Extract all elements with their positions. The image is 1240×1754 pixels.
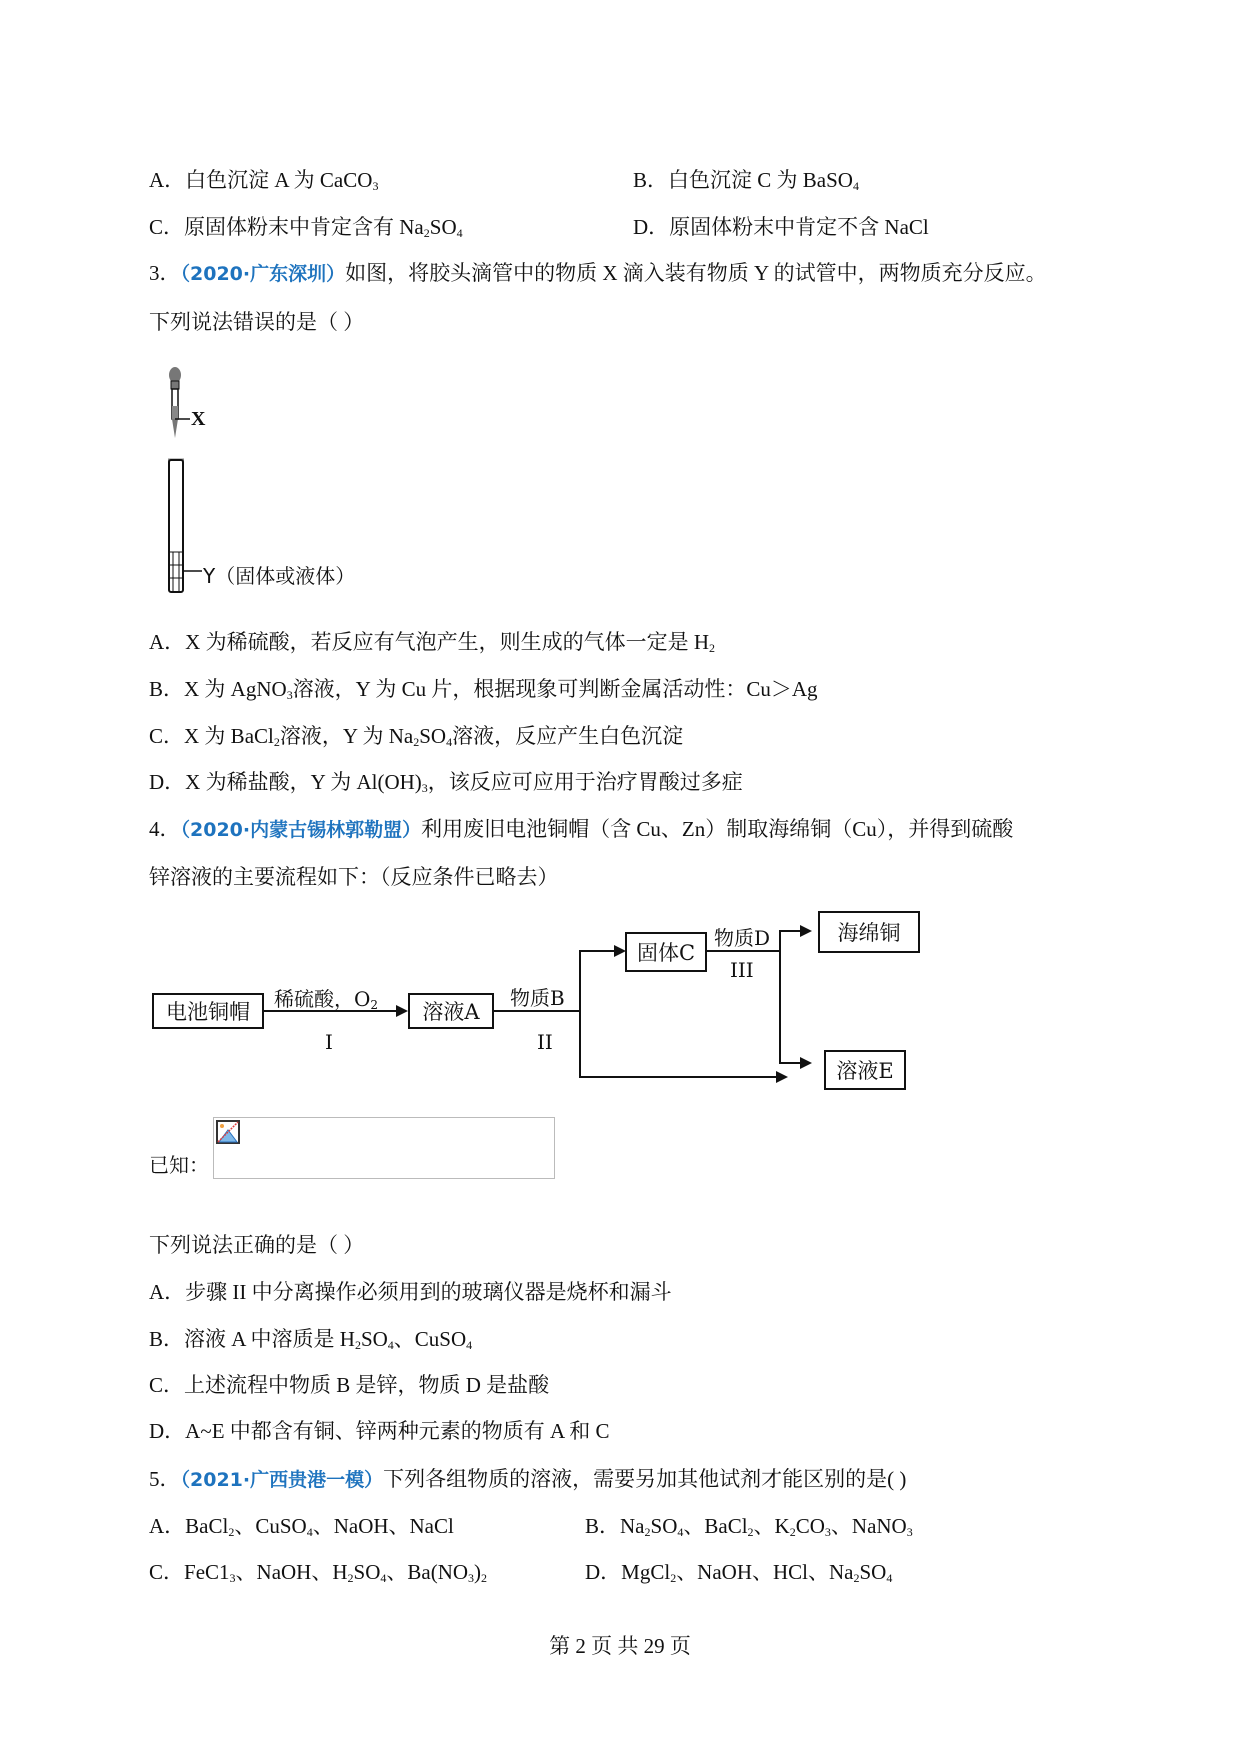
option-text: X 为 AgNO	[184, 677, 287, 701]
known-image-placeholder	[213, 1117, 555, 1179]
option-letter: A．	[149, 630, 186, 654]
formula-text: CO	[795, 1514, 825, 1538]
subscript: 2	[347, 1571, 354, 1585]
formula-text: SO	[859, 1560, 887, 1584]
arrow-head-icon	[800, 1057, 812, 1069]
option-text: SO	[419, 724, 447, 748]
box-sponge-copper	[818, 911, 920, 953]
formula-text: )	[474, 1560, 482, 1584]
question-source: （2021·广西贵港一模）	[180, 1469, 384, 1491]
question-number: 3．	[149, 261, 181, 285]
q4-question: 下列说法正确的是（ ）	[149, 1233, 365, 1257]
step2-reagent: 物质B	[510, 986, 565, 1010]
subscript: 4	[852, 179, 859, 193]
question-stem: 锌溶液的主要流程如下：（反应条件已略去）	[149, 865, 559, 889]
subscript: 2	[228, 1525, 235, 1539]
step3-label: III	[730, 958, 754, 982]
option-letter: D．	[633, 215, 670, 239]
arrow-line	[579, 1076, 779, 1078]
q5-option-a	[149, 1512, 454, 1540]
question-stem: 下列说法错误的是（ ）	[149, 310, 365, 334]
option-letter: B．	[633, 168, 669, 192]
step1-label: I	[325, 1030, 333, 1054]
box-solid-c	[625, 932, 707, 972]
prev-option-c	[149, 213, 463, 241]
step3-reagent: 物质D	[714, 926, 771, 950]
option-letter: C．	[149, 215, 185, 239]
option-text: 白色沉淀 C 为 BaSO	[668, 168, 853, 192]
dropper-icon	[150, 360, 210, 605]
option-text: 原固体粉末中肯定不含 NaCl	[669, 215, 929, 239]
step2-label: II	[537, 1030, 553, 1054]
process-flow-diagram	[140, 910, 960, 1110]
subscript: 3	[286, 688, 293, 702]
question-stem: 下列各组物质的溶液，需要另加其他试剂才能区别的是( )	[383, 1467, 907, 1491]
arrow-line	[579, 950, 617, 952]
q4-option-b	[149, 1325, 472, 1353]
option-letter: B．	[149, 677, 185, 701]
option-text: 、CuSO	[393, 1327, 467, 1351]
formula-text: SO	[650, 1514, 678, 1538]
subscript: 3	[824, 1525, 831, 1539]
q5-option-b	[585, 1512, 913, 1540]
subscript: 3	[372, 179, 379, 193]
formula-text: 、Ba(NO	[386, 1560, 469, 1584]
formula-text: 、NaNO	[830, 1514, 907, 1538]
subscript: 2	[709, 641, 716, 655]
formula-text: FeC1	[184, 1560, 230, 1584]
option-text: 步骤 II 中分离操作必须用到的玻璃仪器是烧杯和漏斗	[185, 1280, 672, 1304]
q4-stem-line2	[149, 863, 559, 891]
option-text: 溶液 A 中溶质是 H	[184, 1327, 355, 1351]
question-stem: 如图，将胶头滴管中的物质 X 滴入装有物质 Y 的试管中，两物质充分反应。	[345, 261, 1047, 285]
subscript: 4	[886, 1571, 893, 1585]
box-label: 固体C	[636, 941, 696, 965]
option-text: X 为稀盐酸，Y 为 Al(OH)	[185, 770, 422, 794]
q4-stem	[149, 815, 1013, 844]
subscript: 4	[380, 1571, 387, 1585]
arrow-head-icon	[396, 1005, 408, 1017]
subscript: 4	[677, 1525, 684, 1539]
q4-option-a	[149, 1278, 672, 1306]
box-label: 电池铜帽	[166, 1000, 250, 1024]
option-text: X 为稀硫酸，若反应有气泡产生，则生成的气体一定是 H	[185, 630, 710, 654]
subscript: 2	[789, 1525, 796, 1539]
q5-stem	[149, 1465, 906, 1494]
question-number: 5．	[149, 1467, 181, 1491]
question-number: 4．	[149, 817, 181, 841]
option-letter: D．	[149, 1419, 186, 1443]
q4-option-c	[149, 1371, 549, 1399]
prev-option-b	[633, 166, 859, 194]
option-text: ，该反应可应用于治疗胃酸过多症	[427, 770, 743, 794]
q3-option-c	[149, 722, 683, 750]
q5-option-d	[585, 1558, 892, 1586]
option-text: X 为 BaCl	[184, 724, 274, 748]
option-text: A~E 中都含有铜、锌两种元素的物质有 A 和 C	[185, 1419, 610, 1443]
option-letter: A．	[149, 1514, 186, 1538]
formula-text: MgCl	[621, 1560, 671, 1584]
subscript: 2	[370, 998, 379, 1012]
subscript: 2	[853, 1571, 860, 1585]
question-source: （2020·内蒙古锡林郭勒盟）	[180, 819, 422, 841]
option-text: SO	[360, 1327, 388, 1351]
formula-text: 、NaOH、NaCl	[312, 1514, 454, 1538]
option-letter: B．	[149, 1327, 185, 1351]
q3-stem-line2	[149, 308, 364, 336]
option-text: SO	[429, 215, 457, 239]
option-letter: C．	[149, 1560, 185, 1584]
option-letter: D．	[149, 770, 186, 794]
question-stem: 利用废旧电池铜帽（含 Cu、Zn）制取海绵铜（Cu），并得到硫酸	[421, 817, 1014, 841]
subscript: 2	[354, 1338, 361, 1352]
subscript: 3	[229, 1571, 236, 1585]
branch-line	[779, 930, 781, 1063]
subscript: 2	[747, 1525, 754, 1539]
reagent-text: 稀硫酸，O	[274, 987, 371, 1011]
option-letter: B．	[585, 1514, 621, 1538]
option-letter: A．	[149, 168, 186, 192]
q3-option-b	[149, 675, 818, 703]
subscript: 2	[413, 735, 420, 749]
subscript: 2	[273, 735, 280, 749]
subscript: 4	[446, 735, 453, 749]
subscript: 3	[906, 1525, 913, 1539]
option-letter: A．	[149, 1280, 186, 1304]
option-text: 白色沉淀 A 为 CaCO	[185, 168, 373, 192]
formula-text: 、BaCl	[683, 1514, 748, 1538]
option-text: 溶液，Y 为 Na	[279, 724, 414, 748]
q3-option-d	[149, 768, 743, 796]
option-letter: D．	[585, 1560, 622, 1584]
subscript: 3	[468, 1571, 475, 1585]
subscript: 4	[456, 226, 463, 240]
formula-text: Na	[620, 1514, 645, 1538]
formula-text: 、NaOH、HCl、Na	[676, 1560, 854, 1584]
broken-image-icon	[216, 1120, 240, 1144]
label-y: Y（固体或液体）	[203, 564, 356, 588]
step1-reagent	[274, 983, 378, 1012]
box-label: 溶液E	[836, 1059, 894, 1083]
label-x: X	[191, 408, 206, 430]
formula-text: BaCl	[185, 1514, 229, 1538]
subscript: 4	[306, 1525, 313, 1539]
q3-stem	[149, 259, 1047, 288]
box-battery-copper-cap	[152, 993, 264, 1029]
subscript: 2	[670, 1571, 677, 1585]
prev-option-d	[633, 213, 929, 241]
arrow-head-icon	[776, 1071, 788, 1083]
dropper-test-tube-figure	[150, 360, 400, 605]
arrow-head-icon	[800, 925, 812, 937]
q4-option-d	[149, 1417, 610, 1445]
option-text: 上述流程中物质 B 是锌，物质 D 是盐酸	[184, 1373, 550, 1397]
option-letter: C．	[149, 724, 185, 748]
subscript: 4	[387, 1338, 394, 1352]
box-solution-a	[408, 993, 494, 1029]
option-text: 原固体粉末中肯定含有 Na	[184, 215, 424, 239]
prev-option-a	[149, 166, 378, 194]
box-label: 溶液A	[422, 1000, 480, 1024]
formula-text: SO	[353, 1560, 381, 1584]
subscript: 4	[466, 1338, 473, 1352]
box-solution-e	[824, 1050, 906, 1090]
subscript: 2	[644, 1525, 651, 1539]
page-number-footer: 第 2 页 共 29 页	[549, 1634, 691, 1658]
subscript: 2	[423, 226, 430, 240]
box-label: 海绵铜	[837, 921, 901, 945]
formula-text: 、NaOH、H	[235, 1560, 348, 1584]
known-label: 已知：	[149, 1153, 209, 1177]
q3-option-a	[149, 628, 715, 656]
option-letter: C．	[149, 1373, 185, 1397]
option-text: 溶液，反应产生白色沉淀	[452, 724, 684, 748]
subscript: 3	[421, 781, 428, 795]
formula-text: 、CuSO	[234, 1514, 307, 1538]
question-source: （2020·广东深圳）	[180, 263, 346, 285]
formula-text: 、K	[753, 1514, 790, 1538]
option-text: 溶液，Y 为 Cu 片，根据现象可判断金属活动性：Cu＞Ag	[292, 677, 818, 701]
subscript: 2	[481, 1571, 488, 1585]
q5-option-c	[149, 1558, 487, 1586]
branch-line	[579, 950, 581, 1077]
